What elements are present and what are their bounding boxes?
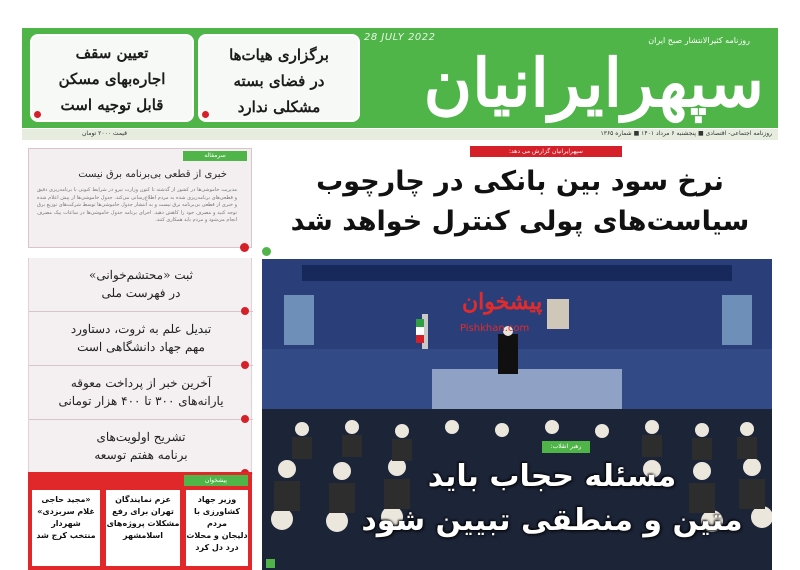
main-headline[interactable]	[268, 162, 772, 242]
pishkhan-section	[28, 472, 252, 570]
pishkhan-box-line: عزم نمایندگان	[115, 495, 171, 504]
news-item-line: در فهرست ملی	[101, 286, 181, 300]
pishkhan-box-line: تهران برای رفع	[112, 507, 174, 516]
bullet-dot-icon	[202, 111, 209, 118]
lead-photo[interactable]	[262, 259, 772, 570]
photo-headline-line: متین و منطقی تبیین شود	[361, 503, 743, 538]
news-item[interactable]	[29, 420, 253, 474]
news-item[interactable]	[29, 366, 253, 420]
pishkhan-box[interactable]	[186, 490, 248, 566]
headline-box-rent-cap[interactable]	[30, 34, 194, 122]
news-item-line: برنامه هفتم توسعه	[94, 448, 188, 462]
pishkhan-box-line: وزیر جهاد	[197, 495, 237, 504]
news-item-line: ثبت «محتشم‌خوانی»	[88, 268, 194, 282]
pishkhan-box-line: شهردار	[51, 519, 81, 528]
editorial-title: خبری از قطعی بی‌برنامه برق نیست	[78, 169, 227, 180]
editorial-body: مدیریت خاموشی‌ها در کشور از گذشته تا کنون وزارت نیرو در شرایط کنونی با برنامه‌ریزی دقیق و قطعی‌های برنامه‌ریزی شده به مردم اطلاع‌رسانی می‌کند. جدول خاموشی‌ها از پیش اعلام شده و خبری از قطعی بی‌برنامه برق نیست و به انتشار جدول خاموشی‌ها توسط شرکت‌های توزیع برق توجه کنید و مصرف خود را کاهش دهید. اجرای برنامه جدول خاموشی‌ها در ساعات پیک مصرف انجام می‌شود و مردم باید همکاری کنند.	[37, 187, 237, 223]
news-item[interactable]	[29, 312, 253, 366]
pishkhan-box-line: دلیجان و محلات	[186, 531, 248, 540]
photo-headline[interactable]	[342, 455, 762, 543]
pishkhan-box-line: درد دل کرد	[195, 543, 239, 552]
watermark-url: Pishkhan.com	[460, 323, 530, 334]
headline-box-line: برگزاری هیات‌ها	[229, 46, 329, 64]
editorial-tag: سرمقاله	[183, 151, 247, 161]
pishkhan-box-line: کشاورزی با مردم	[193, 507, 241, 528]
headline-box-mourning-gatherings[interactable]	[198, 34, 360, 122]
main-headline-line: سیاست‌های پولی کنترل خواهد شد	[290, 206, 750, 237]
bullet-dot-icon	[262, 247, 271, 256]
report-label: سپهرایرانیان گزارش می دهد:	[470, 146, 622, 157]
bullet-square-icon	[266, 559, 275, 568]
main-headline-line: نرخ سود بین بانکی در چارچوب	[316, 166, 724, 197]
headline-box-line: تعیین سقف	[75, 44, 149, 62]
headline-box-line: اجاره‌بهای مسکن	[58, 70, 166, 88]
newspaper-logo: سپهرایرانیان	[423, 44, 764, 122]
news-item-line: یارانه‌های ۳۰۰ تا ۴۰۰ هزار تومانی	[58, 394, 224, 408]
news-item-line: تبدیل علم به ثروت، دستاورد	[70, 322, 212, 336]
issue-date: 28 JULY 2022	[364, 32, 436, 43]
headline-box-line: در فضای بسته	[233, 72, 325, 90]
pishkhan-box-line: مشکلات پروژه‌های	[106, 519, 180, 528]
pishkhan-box-line: منتخب کرج شد	[36, 531, 96, 540]
headline-box-line: قابل توجیه است	[60, 96, 164, 114]
price-label: قیمت ۲۰۰۰ تومان	[82, 130, 127, 137]
bullet-dot-icon	[240, 243, 249, 252]
news-item-line: تشریح اولویت‌های	[96, 430, 186, 444]
masthead-header	[22, 28, 778, 128]
issue-info-text: روزنامه اجتماعی- اقتصادی ■ پنجشنبه ۶ مرداد ۱۴۰۱ ■ شماره ۱۳۶۵	[600, 130, 772, 137]
bullet-dot-icon	[34, 111, 41, 118]
headline-box-line: مشکلی ندارد	[237, 98, 321, 116]
pishkhan-box-line: اسلامشهر	[122, 531, 164, 540]
pishkhan-box-line: «مجید حاجی	[41, 495, 91, 504]
photo-kicker-label: رهبر انقلاب:	[542, 441, 590, 453]
pishkhan-box[interactable]	[106, 490, 180, 566]
news-item-line: مهم جهاد دانشگاهی است	[77, 340, 205, 354]
photo-headline-line: مسئله حجاب باید	[427, 459, 677, 494]
pishkhan-tag: پیشخوان	[184, 475, 248, 486]
pishkhan-box[interactable]	[32, 490, 100, 566]
pishkhan-box-line: غلام سربزدی»	[37, 507, 95, 516]
news-item[interactable]	[29, 258, 253, 312]
issue-info-strip	[22, 129, 778, 140]
watermark-logo: پیشخوان	[462, 289, 543, 315]
editorial-box[interactable]	[28, 148, 252, 248]
newspaper-tagline: روزنامه کثیرالانتشار صبح ایران	[648, 36, 750, 45]
news-list	[28, 258, 252, 474]
news-item-line: آخرین خبر از پرداخت معوقه	[70, 376, 212, 390]
